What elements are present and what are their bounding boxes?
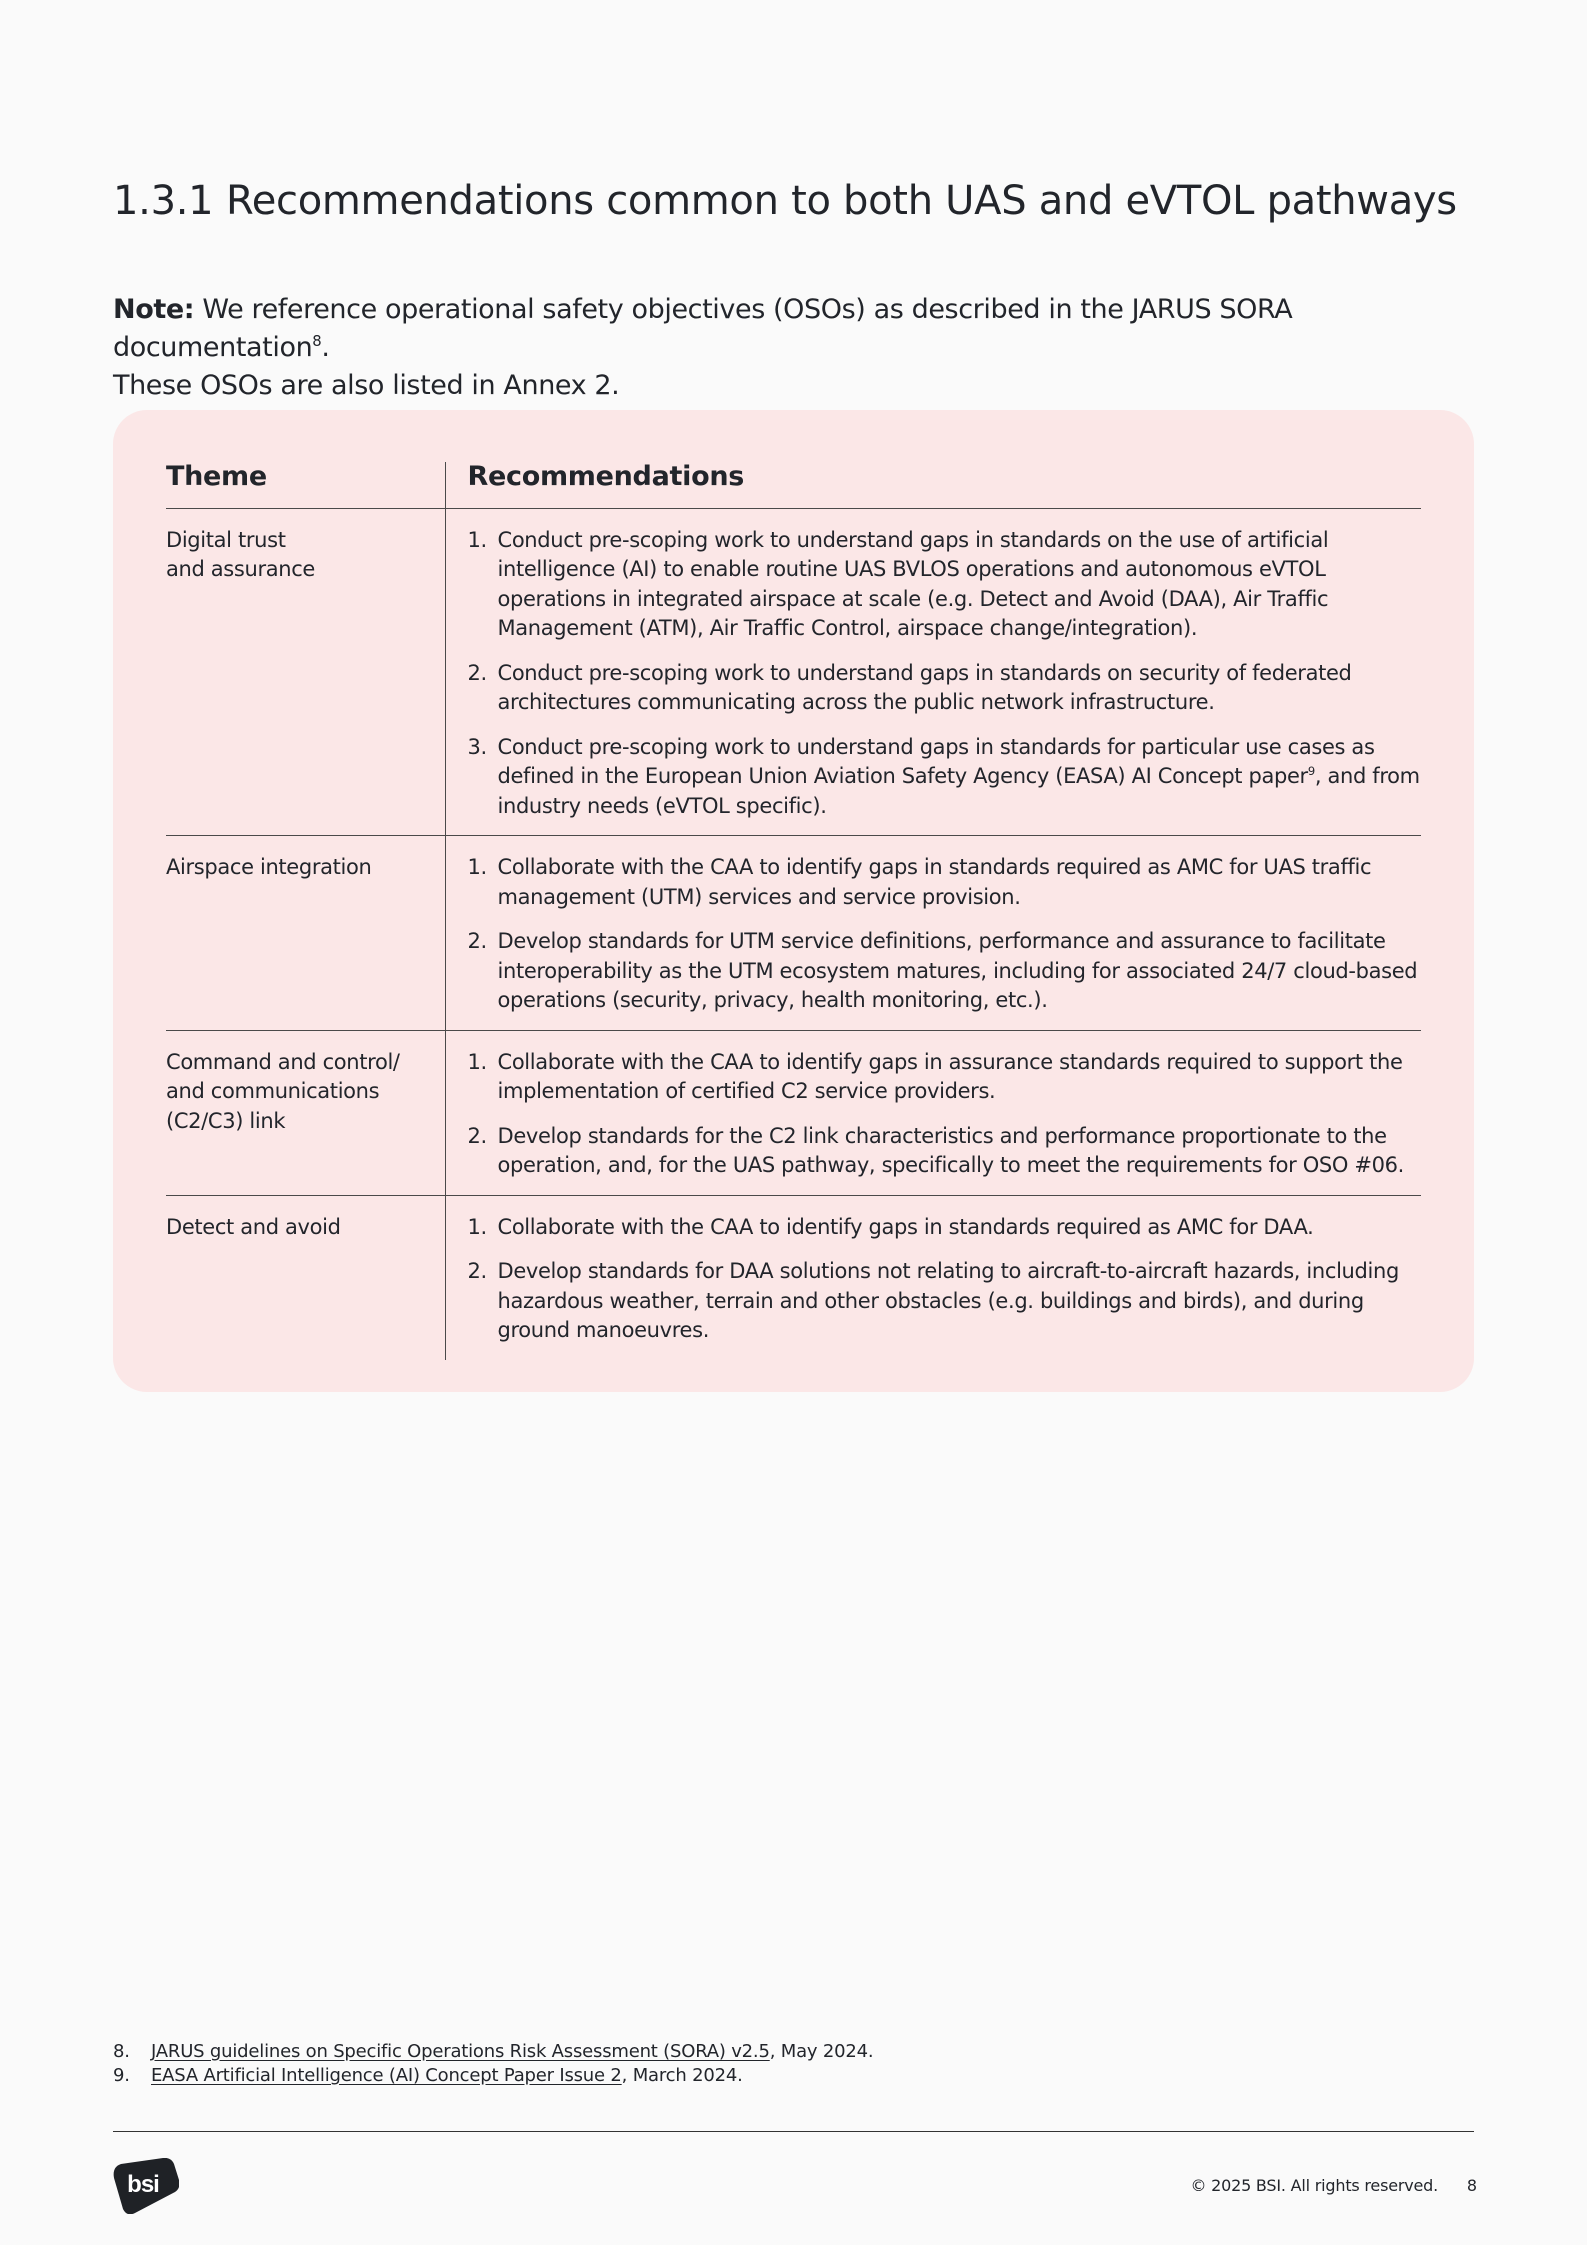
footnote-ref-8[interactable]: 8 bbox=[312, 332, 322, 350]
theme-label: Digital trust bbox=[166, 527, 286, 552]
list-item bbox=[468, 1257, 1422, 1346]
footnote-ref-9[interactable]: 9 bbox=[1307, 764, 1315, 778]
table-header-row bbox=[166, 462, 1421, 508]
recommendations-table bbox=[166, 462, 1421, 1360]
footnotes bbox=[113, 2040, 873, 2088]
theme-label: Command and control/ bbox=[166, 1049, 400, 1074]
list-item bbox=[468, 1048, 1422, 1107]
theme-cell bbox=[166, 836, 445, 1031]
recommendations-cell bbox=[445, 508, 1421, 836]
item-text-after: , and from industry needs (eVTOL specific). bbox=[497, 764, 1420, 818]
item-text: Develop standards for the C2 link characteristics and performance proportionate to the operation, and, for the UAS pathway, specifically to meet the requirements for OSO #06. bbox=[497, 1123, 1404, 1177]
theme-label: Detect and avoid bbox=[166, 1214, 341, 1239]
recommendations-header: Recommendations bbox=[445, 462, 1421, 508]
footnote-number: 8. bbox=[113, 2041, 130, 2062]
theme-cell bbox=[166, 1195, 445, 1360]
theme-label: Airspace integration bbox=[166, 855, 372, 879]
list-item bbox=[468, 1213, 1422, 1243]
footer-divider bbox=[113, 2131, 1474, 2132]
theme-cell bbox=[166, 508, 445, 836]
footnote-9 bbox=[113, 2064, 873, 2088]
page-title bbox=[113, 178, 1457, 224]
footnote-number: 9. bbox=[113, 2065, 130, 2086]
item-text: Develop standards for DAA solutions not relating to aircraft-to-aircraft hazards, including hazardous weather, terrain and other obstacles (e.g. buildings and birds), and during ground manoeuvres. bbox=[497, 1259, 1399, 1342]
list-item bbox=[468, 853, 1422, 912]
page-number: 8 bbox=[1466, 2176, 1477, 2195]
recommendation-list bbox=[468, 1213, 1422, 1346]
footnote-text: , May 2024. bbox=[769, 2041, 874, 2062]
list-item bbox=[468, 927, 1422, 1016]
item-text: Conduct pre-scoping work to understand gaps in standards on the use of artificial intelligence (AI) to enable routine UAS BVLOS operations and autonomous eVTOL operations in integrated airspace at scale (e.g. Detect and Avoid (DAA), Air Traffic Management (ATM), Air Traffic Control, airspace change/integration). bbox=[497, 527, 1329, 640]
item-text: Collaborate with the CAA to identify gaps in standards required as AMC for UAS traffic management (UTM) services and service provision. bbox=[497, 855, 1372, 909]
list-item bbox=[468, 1122, 1422, 1181]
note-period: . bbox=[321, 332, 330, 363]
item-number: 1. bbox=[467, 1049, 487, 1074]
footnote-text: , March 2024. bbox=[621, 2065, 743, 2086]
copyright: © 2025 BSI. All rights reserved. bbox=[1190, 2176, 1438, 2195]
theme-label: and assurance bbox=[166, 557, 315, 581]
item-text: Collaborate with the CAA to identify gaps in standards required as AMC for DAA. bbox=[497, 1214, 1314, 1239]
item-number: 1. bbox=[467, 855, 487, 879]
recommendations-cell bbox=[445, 836, 1421, 1031]
item-number: 2. bbox=[467, 1259, 487, 1283]
item-number: 2. bbox=[467, 660, 487, 685]
footnote-link[interactable]: EASA Artificial Intelligence (AI) Concept Paper Issue 2 bbox=[151, 2065, 622, 2086]
theme-label: and communications bbox=[166, 1079, 380, 1103]
table-row bbox=[166, 508, 1421, 836]
theme-header: Theme bbox=[166, 462, 445, 508]
item-text-wrap bbox=[498, 735, 1420, 818]
item-number: 1. bbox=[467, 1214, 487, 1239]
footnote-8 bbox=[113, 2040, 873, 2064]
list-item bbox=[468, 659, 1422, 718]
theme-cell bbox=[166, 1030, 445, 1195]
table-row bbox=[166, 1030, 1421, 1195]
section-number: 1.3.1 bbox=[113, 178, 214, 224]
list-item bbox=[468, 526, 1422, 644]
recommendations-cell bbox=[445, 1030, 1421, 1195]
item-number: 3. bbox=[467, 734, 487, 759]
section-title: Recommendations common to both UAS and eVTOL pathways bbox=[226, 178, 1457, 224]
recommendation-list bbox=[468, 526, 1422, 822]
theme-label: (C2/C3) link bbox=[166, 1108, 286, 1133]
item-text: Conduct pre-scoping work to understand gaps in standards on security of federated architectures communicating across the public network infrastructure. bbox=[497, 660, 1352, 714]
item-text: Conduct pre-scoping work to understand gaps in standards for particular use cases as defined in the European Union Aviation Safety Agency (EASA) AI Concept paper bbox=[497, 734, 1375, 788]
item-number: 2. bbox=[467, 929, 487, 953]
list-item bbox=[468, 733, 1422, 822]
table-row bbox=[166, 836, 1421, 1031]
note-text: We reference operational safety objectives (OSOs) as described in the JARUS SORA documentation bbox=[113, 294, 1293, 363]
table-row bbox=[166, 1195, 1421, 1360]
recommendation-list bbox=[468, 853, 1422, 1016]
footnote-link[interactable]: JARUS guidelines on Specific Operations Risk Assessment (SORA) v2.5 bbox=[151, 2041, 770, 2062]
recommendations-panel bbox=[113, 410, 1474, 1392]
note-text-2: These OSOs are also listed in Annex 2. bbox=[113, 370, 620, 401]
item-text: Collaborate with the CAA to identify gaps in assurance standards required to support the implementation of certified C2 service providers. bbox=[497, 1049, 1403, 1103]
note-label: Note: bbox=[113, 294, 195, 325]
recommendation-list bbox=[468, 1048, 1422, 1181]
bsi-logo bbox=[113, 2158, 179, 2214]
item-number: 1. bbox=[467, 527, 487, 552]
recommendations-cell bbox=[445, 1195, 1421, 1360]
item-number: 2. bbox=[467, 1123, 487, 1148]
note-paragraph bbox=[113, 291, 1493, 405]
logo-text: bsi bbox=[127, 2171, 159, 2198]
item-text: Develop standards for UTM service definitions, performance and assurance to facilitate interoperability as the UTM ecosystem matures, including for associated 24/7 cloud-based operations (security, privacy, health monitoring, etc.). bbox=[497, 929, 1418, 1012]
